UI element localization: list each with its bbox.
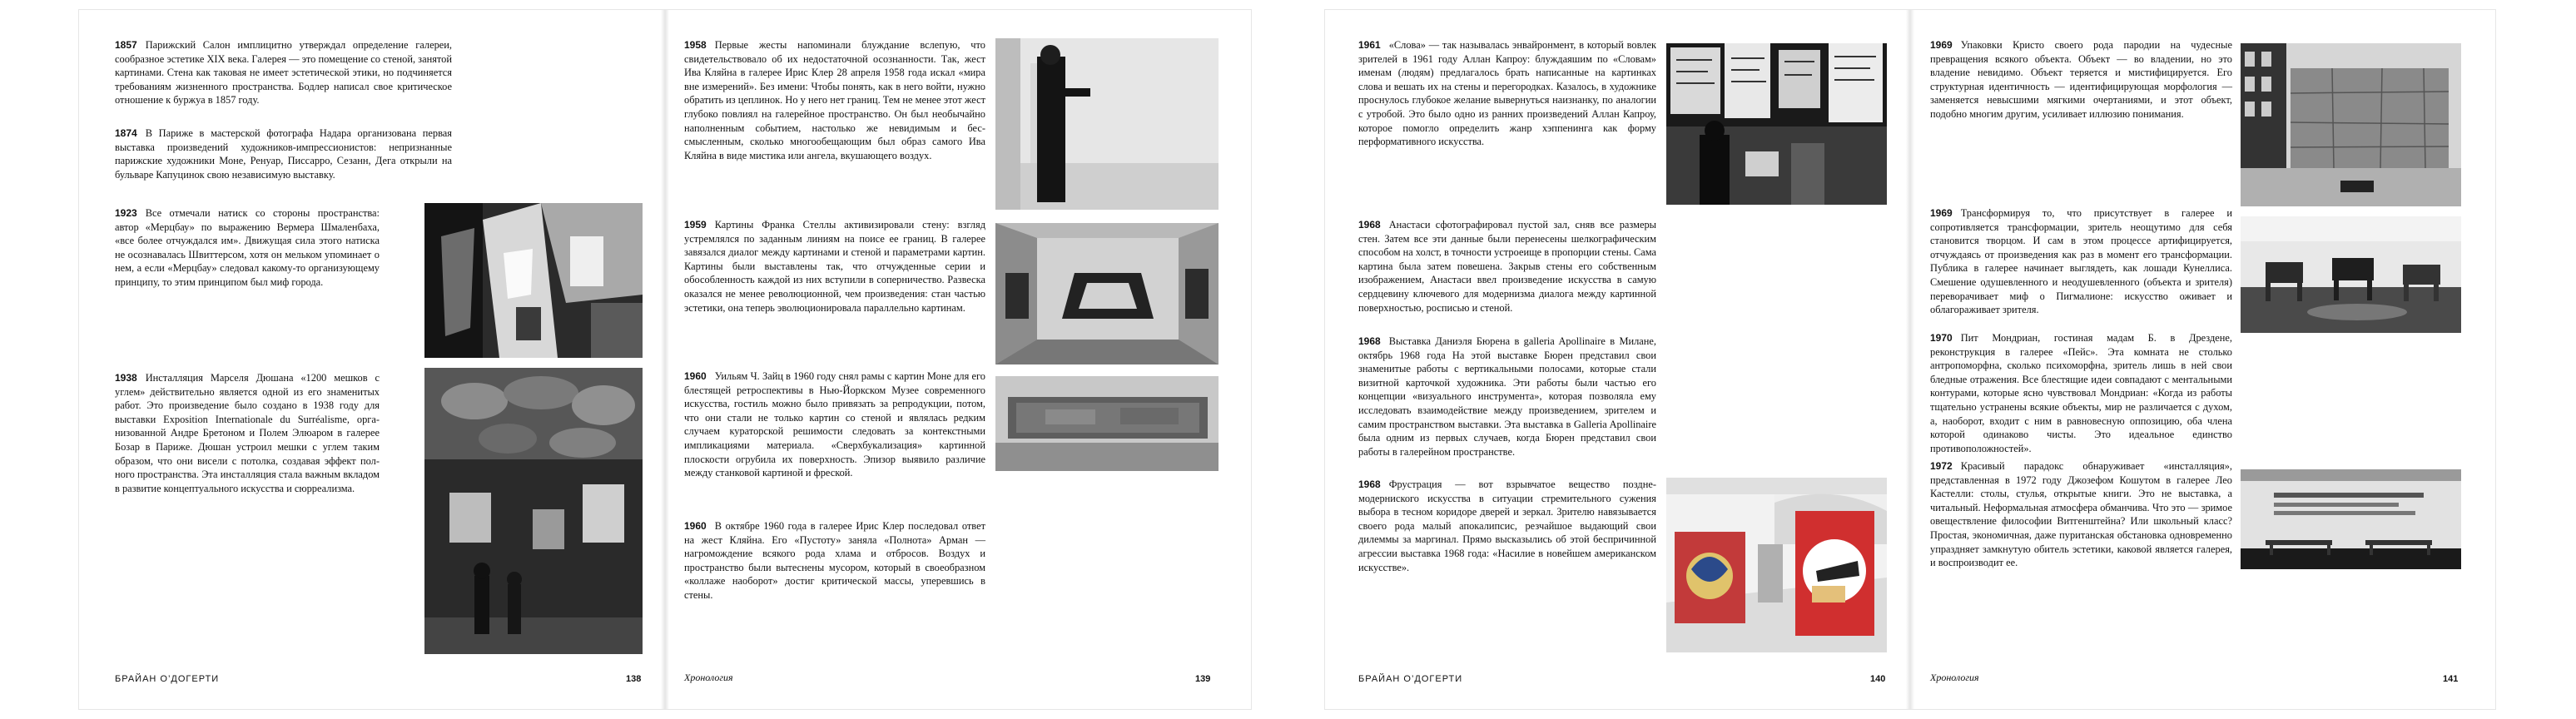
entry-1857 bbox=[115, 38, 452, 107]
photo-duchamp-coal-sacks-1938 bbox=[424, 368, 643, 654]
spread-left bbox=[79, 10, 1251, 709]
running-head: Хронология bbox=[684, 672, 733, 683]
entry-text: Инсталляция Марселя Дюшана «1200 мешков с углем» действительно является одной из его знаменитых работ. Это произведение было создано в 1938 году для выставки Exposition Internationale du Surréalisme, организованной Андре Бретоном и Полем Элюаром в галерее Бозар в Париже. Дюшан устроил мешки с углем таким образом, что они висели с потолка, создавая эффект полного пространства. Эта инсталляция стала важным вкладом в развитие концептуального искусства и сюрреализма. bbox=[115, 372, 380, 494]
entry-1874 bbox=[115, 126, 452, 181]
entry-year: 1972 bbox=[1930, 460, 1953, 472]
entry-year: 1968 bbox=[1358, 335, 1381, 347]
entry-1968-a bbox=[1358, 218, 1656, 315]
entry-1972 bbox=[1930, 459, 2232, 570]
entry-year: 1938 bbox=[115, 372, 137, 384]
entry-text: «Слова» — так называлась энвайронмент, в который вовлек зрителей в 1961 году Аллан Капроу: блуждаяшим по «Словам» именам (людям) предлагалось брать написанные на картинках слова и вешать их на стены и перегородках. Казалось, в художнике проснулось глубокое желание вывернуться наизнанку, по аналогии с утробой. Это было одно из ранних произведений Аллан Капроу, которое помогло определить жанр хэппенинга как форму перформативного искусства. bbox=[1358, 39, 1656, 148]
page-138 bbox=[79, 10, 665, 709]
entry-text: В Париже в мастерской фотографа Надара организована первая выставка произведений художников-импрессионистов: непризнанные парижские художники Моне, Ренуар, Писсарро, Сезанн, Дега открыли на бульваре Капуцинок свою независимую выставку. bbox=[115, 127, 452, 181]
photo-yves-klein-1958 bbox=[995, 38, 1219, 210]
running-head: БРАЙАН О’ДОГЕРТИ bbox=[115, 674, 220, 684]
photo-monet-moma-1960 bbox=[995, 376, 1219, 471]
entry-year: 1969 bbox=[1930, 39, 1953, 51]
entry-year: 1968 bbox=[1358, 479, 1381, 490]
entry-year: 1960 bbox=[684, 370, 707, 382]
entry-text: Картины Франка Стеллы активизировали стену: взгляд устремлялся по заданным линиям на поисе ее границ. В галерее завязался диалог между картинами и стеной и параметрами картин. Картины были выставлены так, что отчужденные серии и обособленность каждой из них вступили в соперничество. Развеска оказался не менее революционной, чем произведения: стан частью эстетики, она теперь эволюционировала параллельно картинам. bbox=[684, 219, 985, 314]
entry-1960-b bbox=[684, 519, 985, 602]
entry-text: Первые жесты напоминали блуждание вслепую, что свидетельствовало об их недостаточной осознанности. Так, жест Ива Кляйна в галерее Ирис Клер 28 апреля 1958 года искал «мира вне измерений». Без имени: Чтобы понять, как в него войти, нужно обратить из цеплинок. Но у него нет границ. Тем не менее этот жест глубоко повлиял на галерейное пространство. Он был необычайно наполненным событием, настолько же невидимым и бессмысленным, сколько многообещающим был образ самого Ива Кляйна в виде мистика или ангела, вкушающего воздух. bbox=[684, 39, 985, 161]
entry-1970 bbox=[1930, 331, 2232, 455]
entry-year: 1969 bbox=[1930, 207, 1953, 219]
entry-text: Упаковки Кристо своего рода пародии на чудесные превращения всякого объекта. Объект — во владении, но это владение невидимо. Объект теряется и мистифицируется. Его структурная идентичность — идентифицирующая морфология — заменяется невысшими мягкими очертаниями, и этот объект, подобно многим другим, усиливает иллюзию понимания. bbox=[1930, 39, 2232, 120]
entry-year: 1959 bbox=[684, 219, 707, 231]
page-number: 141 bbox=[2443, 674, 2459, 684]
entry-year: 1857 bbox=[115, 39, 137, 51]
page-141 bbox=[1910, 10, 2495, 709]
photo-kounellis-horses-1969 bbox=[2241, 216, 2461, 333]
running-head: БРАЙАН О’ДОГЕРТИ bbox=[1358, 674, 1463, 684]
entry-1938 bbox=[115, 371, 380, 495]
entry-year: 1958 bbox=[684, 39, 707, 51]
photo-merzbau-1923 bbox=[424, 203, 643, 358]
entry-year: 1960 bbox=[684, 520, 707, 532]
photo-christo-wrapped-1969 bbox=[2241, 43, 2461, 206]
entry-1923 bbox=[115, 206, 380, 290]
entry-1960-a bbox=[684, 369, 985, 480]
entry-1968-c bbox=[1358, 478, 1656, 574]
entry-1968-b bbox=[1358, 335, 1656, 459]
entry-1969-a bbox=[1930, 38, 2232, 121]
entry-text: Парижский Салон имплицитно утверждал определение галереи, сообразное эстетике XIX века. Галерея — это помещение со стеной, занятой картинами. Стена как таковая не имеет эстетической этики, но подчиняется требованиям жизненного пространства. Бодлер написал свое критическое отношение к буржуа в 1857 году. bbox=[115, 39, 452, 107]
photo-lichtenstein-exhibition-1968 bbox=[1666, 478, 1887, 652]
entry-text: Анастаси сфотографировал пустой зал, сняв все размеры стен. Затем все эти данные были перенесены шелкографическим способом на холст, в точности устроеище в пропорции стены. Сама картина была затем повешена. Закрыв стены его собственным изображением, Анастаси ввел произведение искусства в самую сердцевину ключевого для модернизма диалога между картинной поверхностью, росписью и стеной. bbox=[1358, 219, 1656, 314]
entry-text: Фрустрация — вот взрывчатое вещество позднемодерниского искусства в ситуации стремительного сужения выбора в тесном коридоре дверей и зеркал. Зрителю навязывается своего рода малый апокалипсис, резчайшое выдающий свои дилеммы за маргинал. Прямо высказылись об этой беспричинной агрессии выставка 1968 года: «Насилие в новейшем американском искусстве». bbox=[1358, 479, 1656, 573]
photo-stella-gallery-1959 bbox=[995, 223, 1219, 364]
entry-text: Выставка Даниэля Бюрена в galleria Apollinaire в Милане, октябрь 1968 года На этой выставке Бюрен представил свои знаменитые работы с вертикальными полосами, которые стали визитной карточкой художника. Эти работы были частью его концепции «визуального инструмента», которая позволяла ему исследовать взаимодействие между произведением, зрителем и самим пространством выставки. Эта выставка в Galleria Apollinaire была одним из первых случаев, когда Бюрен представил свои работы в галерейном пространстве. bbox=[1358, 335, 1656, 458]
entry-year: 1961 bbox=[1358, 39, 1381, 51]
entry-year: 1968 bbox=[1358, 219, 1381, 231]
entry-text: В октябре 1960 года в галерее Ирис Клер последовал ответ на жест Кляйна. Его «Пустоту» заняла «Полнота» Арман — нагромождение всякого рода хлама и отбросов. Воздух и пространство были вытеснены мусором, который в своеобразном «коллаже наоборот» достиг критической массы, уперевшись в стены. bbox=[684, 520, 985, 601]
page-number: 140 bbox=[1870, 674, 1886, 684]
entry-1961 bbox=[1358, 38, 1656, 149]
page-140 bbox=[1325, 10, 1910, 709]
entry-year: 1874 bbox=[115, 127, 137, 139]
entry-text: Пит Мондриан, гостиная мадам Б. в Дрездене, реконструкция в галерее «Пейс». Эта комната не столько антропоморфна, сколько психоморфна, зритель лишь в ней свои бледные отражения. Все блестящие идеи совпадают с ментальными контурами, которые ясно чувствовал Мондриан: «Когда из работы тщательно устранены всякие объекты, мир не различается с духом, а, наоборот, входит с ним в равновесную оппозицию, оба члена которой одинаково чисты. Это идеальное единство противоположностей». bbox=[1930, 332, 2232, 454]
entry-1958 bbox=[684, 38, 985, 162]
entry-year: 1923 bbox=[115, 207, 137, 219]
entry-1969-b bbox=[1930, 206, 2232, 317]
entry-text: Трансформируя то, что присутствует в галерее и сопротивляется трансформации, зритель неощутимо для себя становится творцом. И сам в этом процессе артифицируется, отчуждаясь от произведения как раз в момент его трансформации. Публика в галерее начинает выглядеть, как лошади Кунеллиса. Смешение одушевленного и неодушевленного (объекта и зрителя) переворачивает миф о Пигмалионе: искусство оживает и облагораживает зрителя. bbox=[1930, 207, 2232, 316]
entry-text: Уильям Ч. Зайц в 1960 году снял рамы с картин Моне для его блестящей ретроспективы в Нью-Йоркском Музее современного искусства, гостиль можно было привязать за репродукции, потом, что они стали не только картин со стеной и являлась редким случаем кураторской решимости следовать за контекстными импликациями материала. «Сверхбукализация» картинной плоскости огрубила их поверхность. Эпизор выявило различие между станковой картиной и фреской. bbox=[684, 370, 985, 479]
entry-1959 bbox=[684, 218, 985, 315]
photo-kaprow-words-1961 bbox=[1666, 43, 1887, 205]
running-head: Хронология bbox=[1930, 672, 1979, 683]
entry-text: Красивый парадокс обнаруживает «инсталляция», представленная в 1972 году Джозефом Кошутом в галерее Лео Кастелли: столы, стулья, открытые книги. Это не выставка, а читальный. Неформальная атмосфера обманчива. Что это — зримое овеществление философии Витгенштейна? Или школьный класс? Простая, экономичная, даже пуританская обстановка одновременно упраздняет замкнутую обитель эстетики, каковой является галерея, и воспроизводит ее. bbox=[1930, 460, 2232, 569]
page-139 bbox=[665, 10, 1251, 709]
spread-right bbox=[1325, 10, 2495, 709]
entry-year: 1970 bbox=[1930, 332, 1953, 344]
photo-kosuth-installation-1972 bbox=[2241, 469, 2461, 569]
entry-text: Все отмечали натиск со стороны пространства: автор «Мерцбау» по выражению Вермера Шмаленбаха, «все более отчуждался им». Движущая сила этого натиска не осознавалась Швиттерсом, хотя он мельком упоминает о нем, а если «Мерцбау» следовал какому-то организующему принципу, то этим принципом был миф города. bbox=[115, 207, 380, 288]
page-number: 138 bbox=[626, 674, 642, 684]
page-number: 139 bbox=[1195, 674, 1211, 684]
